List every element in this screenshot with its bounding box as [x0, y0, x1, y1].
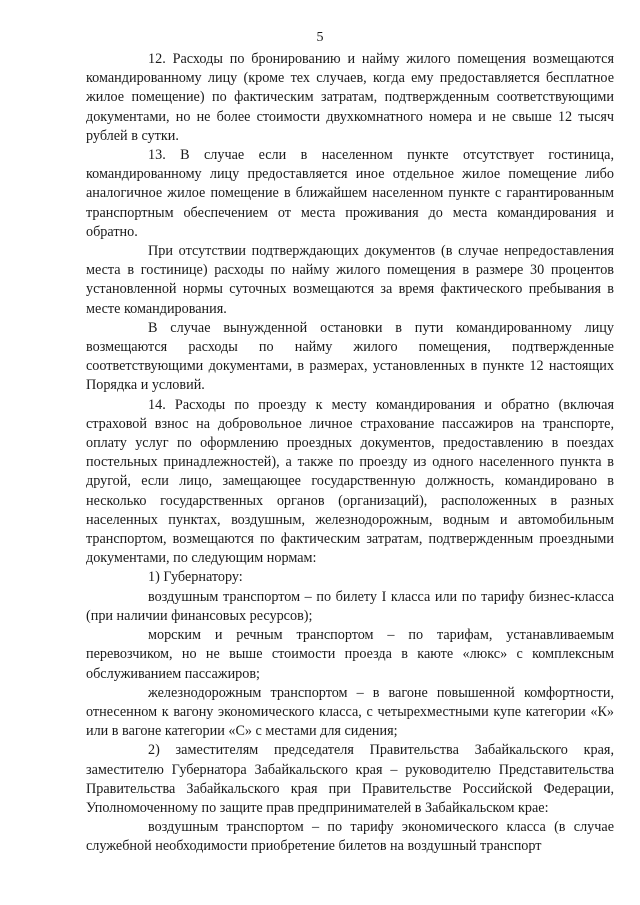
page-number: 5 [316, 30, 324, 45]
list-item-rail-transport: железнодорожным транспортом – в вагоне повышенной комфортности, отнесенном к вагону экономического класса, с четырехместными купе категории «К» или в вагоне категории «С» с местами для сидения; [86, 684, 614, 740]
list-item-deputies: 2) заместителям председателя Правительства Забайкальского края, заместителю Губернатора Забайкальского края – руководителю Представительства Правительства Забайкальского края при Правительстве Российской Федерации, Уполномоченному по защите прав предпринимателей в Забайкальском крае: [86, 742, 614, 816]
list-item-sea-river-transport: морским и речным транспортом – по тарифам, устанавливаемым перевозчиком, но не выше стоимости проезда в каюте «люкс» с комплексным обслуживанием пассажиров; [86, 627, 614, 682]
list-item-deputies-air-transport: воздушным транспортом – по тарифу экономического класса (в случае служебной необходимости приобретение билетов на воздушный транспорт [86, 819, 614, 855]
paragraph-12: 12. Расходы по бронированию и найму жилого помещения возмещаются командированному лицу (кроме тех случаев, когда ему предоставляется бесплатное жилое помещение) по фактическим затратам, подтвержденным соответствующими документами, но не более стоимости двухкомнатного номера и не свыше 12 тысяч рублей в сутки. [86, 51, 614, 144]
document-body [86, 50, 614, 857]
paragraph-13: 13. В случае если в населенном пункте отсутствует гостиница, командированному лицу предоставляется иное отдельное жилое помещение либо аналогичное жилое помещение в ближайшем населенном пункте с гарантированным транспортным обеспечением от места проживания до места командирования и обратно. [86, 147, 614, 240]
paragraph-forced-stop: В случае вынужденной остановки в пути командированному лицу возмещаются расходы по найму жилого помещения, подтвержденные соответствующими документами, в размерах, установленных в пункте 12 настоящих Порядка и условий. [86, 319, 614, 394]
paragraph-14: 14. Расходы по проезду к месту командирования и обратно (включая страховой взнос на добровольное личное страхование пассажиров на транспорте, оплату услуг по оформлению проездных документов, предоставлению в поездах постельных принадлежностей), а также по проезду из одного населенного пункта в другой, если лицо, замещающее государственную должность, командировано в несколько государственных органов (организаций), расположенных в разных населенных пунктах, воздушным, железнодорожным, водным и автомобильным транспортом, возмещаются по фактическим затратам, подтвержденным проездными документами, по следующим нормам: [86, 396, 614, 567]
list-item-air-transport: воздушным транспортом – по билету I класса или по тарифу бизнес-класса (при наличии финансовых ресурсов); [86, 588, 614, 624]
paragraph-no-documents: При отсутствии подтверждающих документов (в случае непредоставления места в гостинице) расходы по найму жилого помещения в размере 30 процентов установленной нормы суточных возмещаются за время фактического пребывания в месте командирования. [86, 243, 614, 317]
list-item-governor: 1) Губернатору: [148, 569, 243, 586]
